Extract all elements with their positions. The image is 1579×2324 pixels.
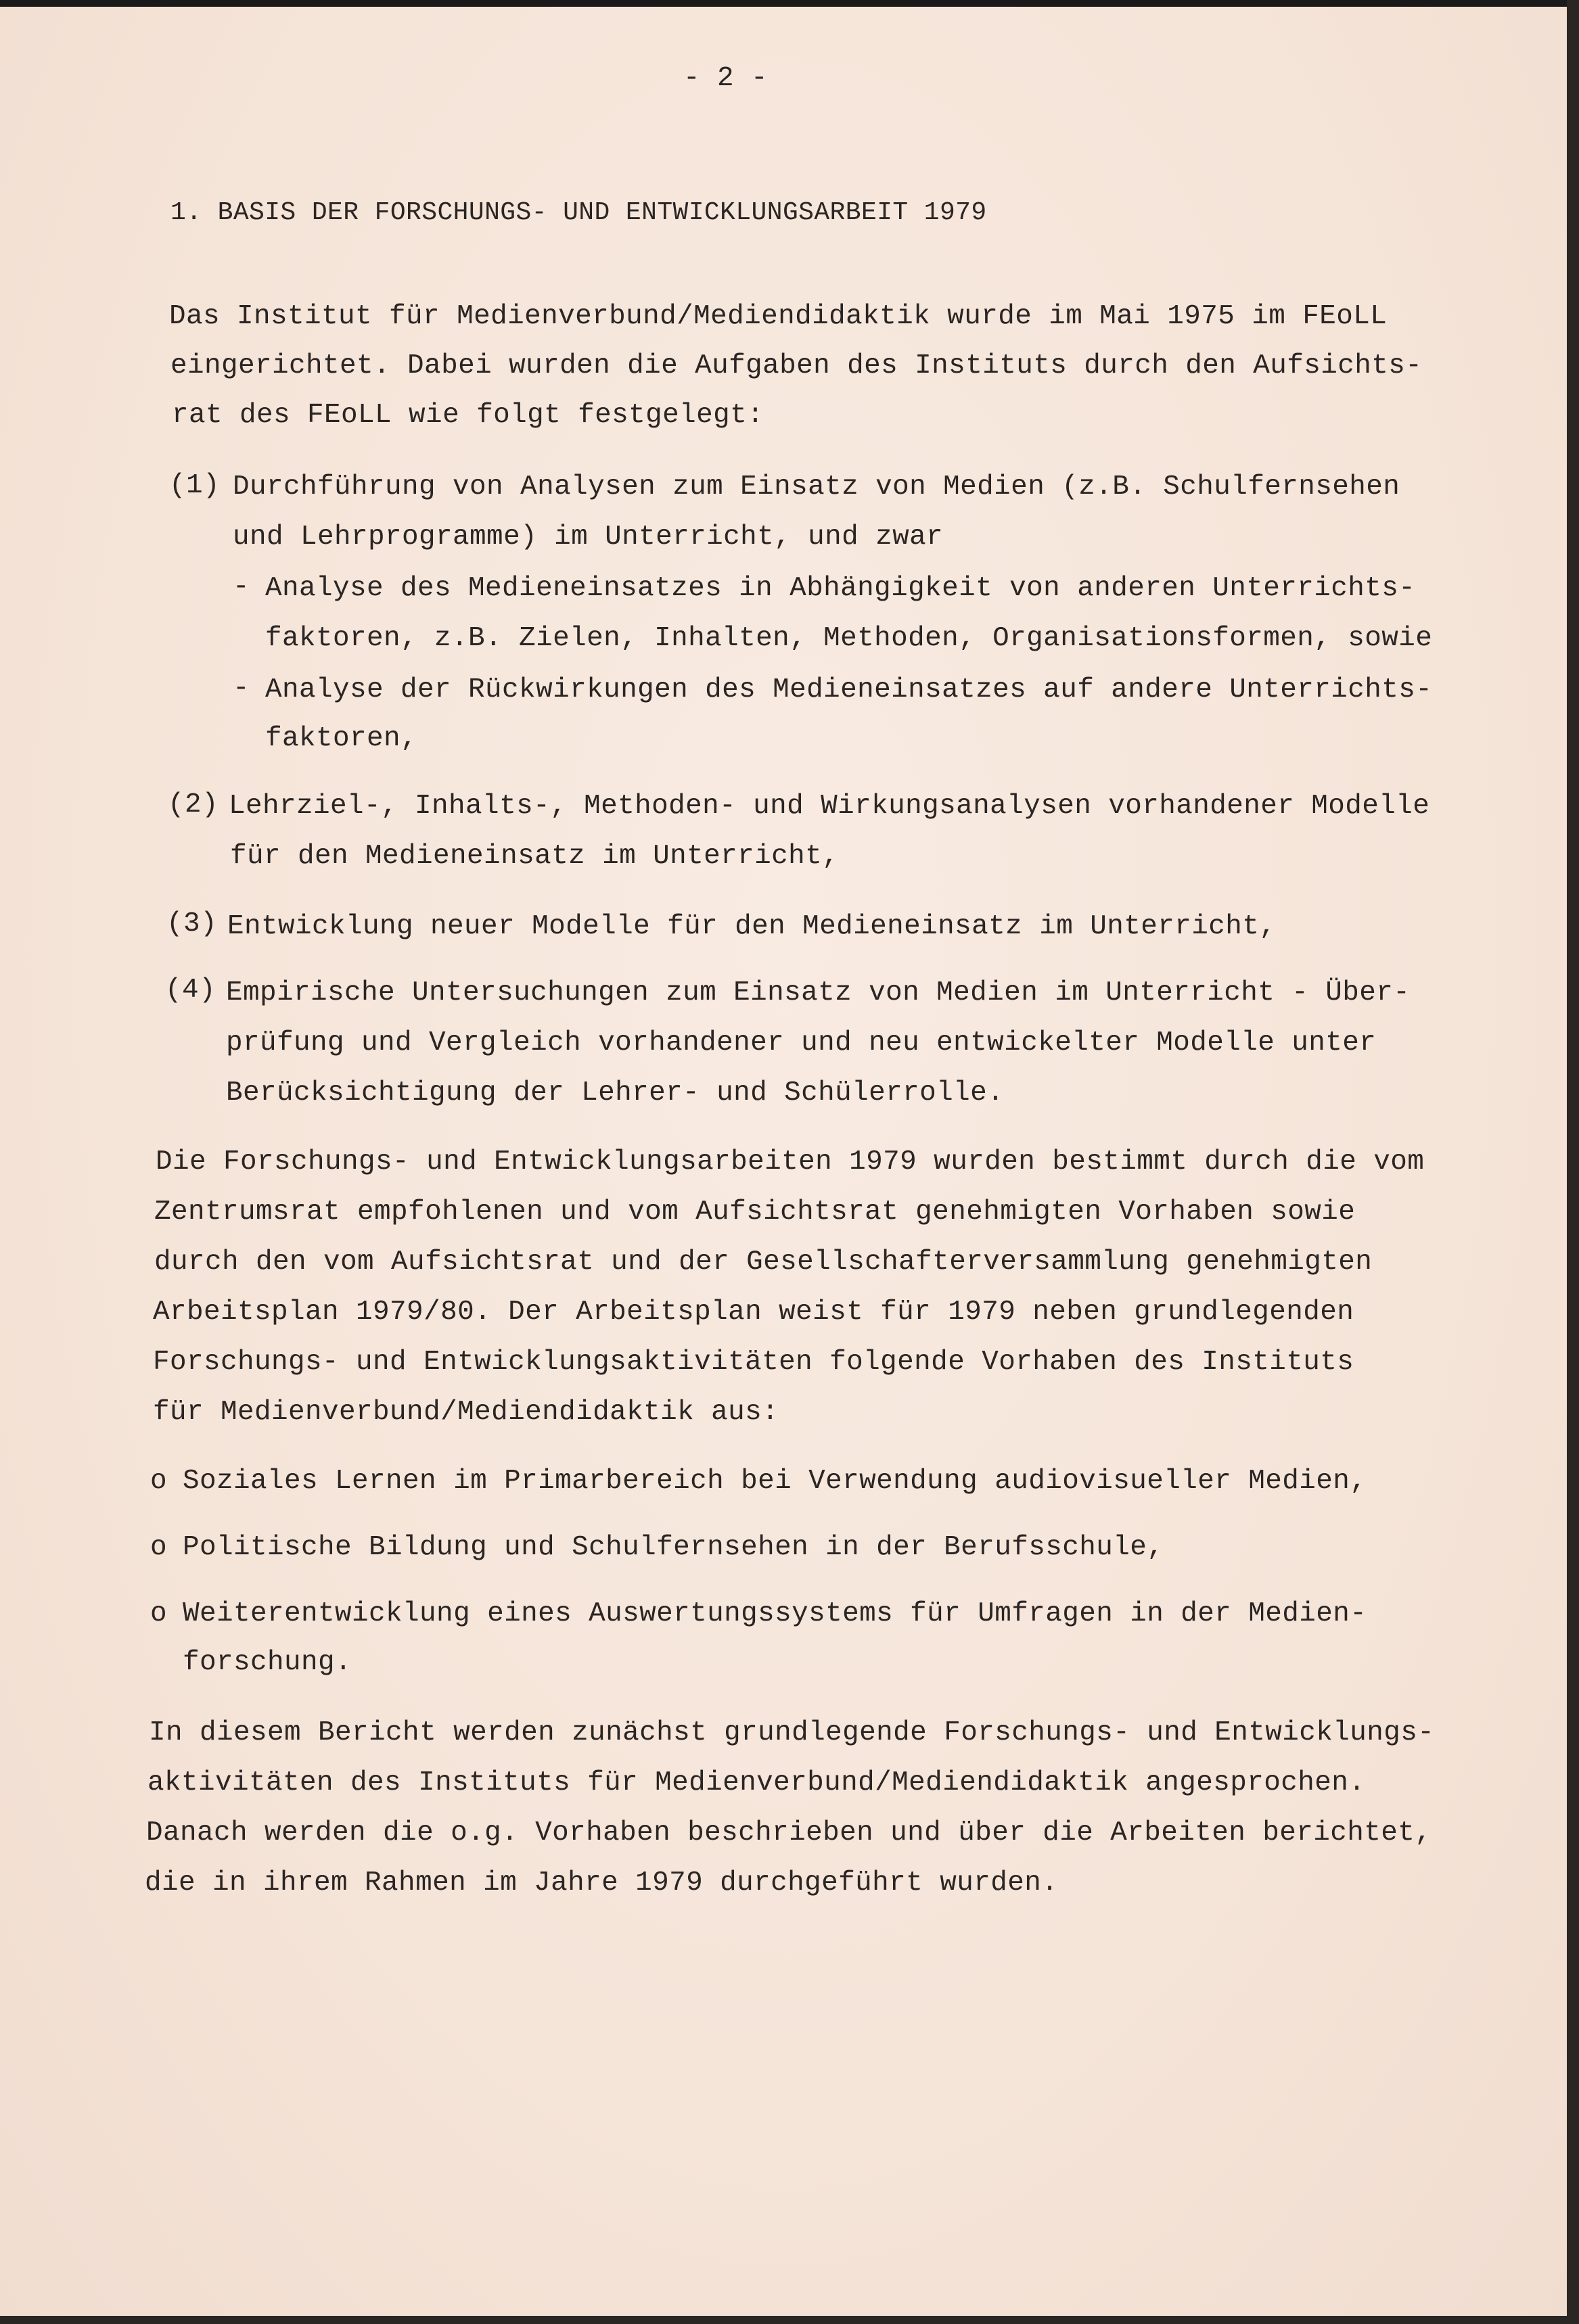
intro-line: rat des FEoLL wie folgt festgelegt: <box>172 400 764 431</box>
task-marker: (2) <box>168 789 219 820</box>
task-line: für den Medieneinsatz im Unterricht, <box>230 841 840 872</box>
project-line: Soziales Lernen im Primarbereich bei Verwendung audiovisueller Medien, <box>183 1466 1367 1497</box>
subitem-line: faktoren, z.B. Zielen, Inhalten, Methoden, Organisationsformen, sowie <box>265 623 1433 654</box>
subitem-line: Analyse des Medieneinsatzes in Abhängigkeit von anderen Unterrichts- <box>265 573 1416 604</box>
section-heading: 1. BASIS DER FORSCHUNGS- UND ENTWICKLUNGSARBEIT 1979 <box>170 198 987 227</box>
paragraph-line: In diesem Bericht werden zunächst grundlegende Forschungs- und Entwicklungs- <box>149 1717 1435 1748</box>
subitem-line: faktoren, <box>265 723 418 754</box>
task-line: Entwicklung neuer Modelle für den Medieneinsatz im Unterricht, <box>227 911 1277 942</box>
project-line: Weiterentwicklung eines Auswertungssystems für Umfragen in der Medien- <box>183 1598 1367 1629</box>
scan-bottom-edge <box>0 2316 1579 2324</box>
paragraph-line: Zentrumsrat empfohlenen und vom Aufsichtsrat genehmigten Vorhaben sowie <box>154 1196 1356 1228</box>
paragraph-line: Danach werden die o.g. Vorhaben beschrieben und über die Arbeiten berichtet, <box>146 1817 1432 1849</box>
paragraph-line: durch den vom Aufsichtsrat und der Gesellschafterversammlung genehmigten <box>154 1247 1373 1278</box>
task-line: prüfung und Vergleich vorhandener und neu entwickelter Modelle unter <box>226 1027 1377 1059</box>
subitem-line: Analyse der Rückwirkungen des Medieneinsatzes auf andere Unterrichts- <box>265 674 1433 705</box>
project-line: Politische Bildung und Schulfernsehen in der Berufsschule, <box>183 1532 1164 1563</box>
project-marker: o <box>150 1598 168 1629</box>
task-line: Lehrziel-, Inhalts-, Methoden- und Wirkungsanalysen vorhandener Modelle <box>229 791 1430 822</box>
page-number: - 2 - <box>683 63 769 94</box>
project-line: forschung. <box>183 1647 352 1678</box>
task-line: und Lehrprogramme) im Unterricht, und zwar <box>233 521 944 553</box>
task-marker: (4) <box>165 975 216 1006</box>
intro-line: eingerichtet. Dabei wurden die Aufgaben des Instituts durch den Aufsichts- <box>170 350 1423 381</box>
task-line: Empirische Untersuchungen zum Einsatz von Medien im Unterricht - Über- <box>226 977 1411 1008</box>
task-line: Berücksichtigung der Lehrer- und Schülerrolle. <box>226 1077 1005 1109</box>
task-marker: (3) <box>166 908 218 939</box>
document-page <box>0 7 1567 2316</box>
paragraph-line: für Medienverbund/Mediendidaktik aus: <box>153 1397 779 1428</box>
scan-right-edge <box>1567 0 1579 2324</box>
subitem-marker: - <box>233 572 250 603</box>
project-marker: o <box>150 1466 168 1497</box>
paragraph-line: aktivitäten des Instituts für Medienverbund/Mediendidaktik angesprochen. <box>147 1767 1366 1798</box>
task-marker: (1) <box>169 470 221 501</box>
paragraph-line: die in ihrem Rahmen im Jahre 1979 durchgeführt wurden. <box>145 1867 1059 1899</box>
project-marker: o <box>150 1532 168 1563</box>
subitem-marker: - <box>233 673 250 704</box>
task-line: Durchführung von Analysen zum Einsatz von Medien (z.B. Schulfernsehen <box>233 471 1400 503</box>
intro-line: Das Institut für Medienverbund/Mediendidaktik wurde im Mai 1975 im FEoLL <box>169 301 1388 332</box>
paragraph-line: Forschungs- und Entwicklungsaktivitäten folgende Vorhaben des Instituts <box>153 1347 1354 1378</box>
paragraph-line: Arbeitsplan 1979/80. Der Arbeitsplan weist für 1979 neben grundlegenden <box>153 1297 1354 1328</box>
paragraph-line: Die Forschungs- und Entwicklungsarbeiten 1979 wurden bestimmt durch die vom <box>156 1146 1425 1178</box>
